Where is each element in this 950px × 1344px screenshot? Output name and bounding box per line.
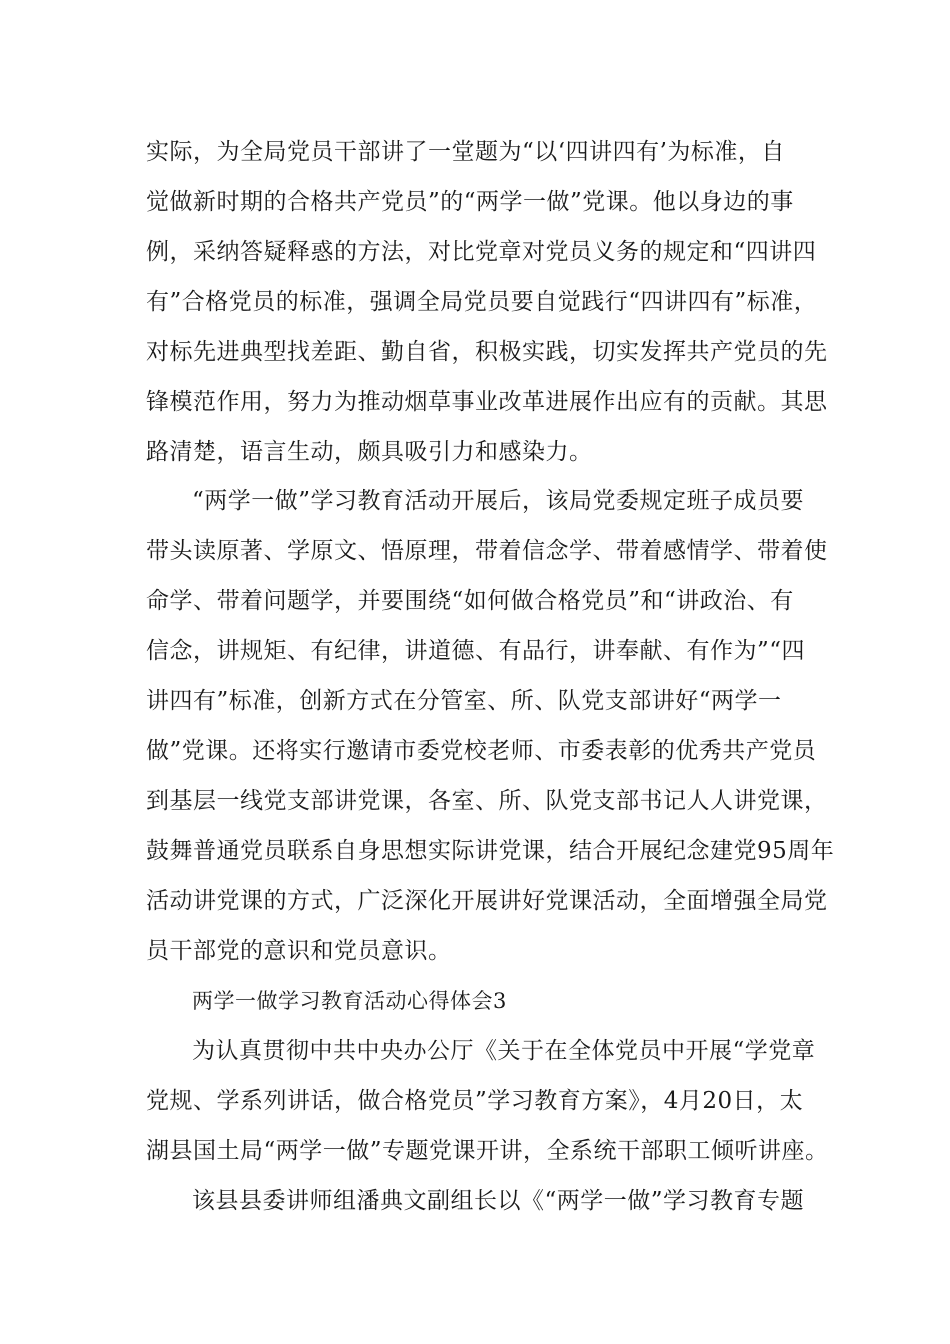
text-line: 做”党课。还将实行邀请市委党校老师、市委表彰的优秀共产党员 xyxy=(146,738,817,764)
text-line: 信念，讲规矩、有纪律，讲道德、有品行，讲奉献、有作为”“四 xyxy=(146,638,806,664)
text-line: 活动讲党课的方式，广泛深化开展讲好党课活动，全面增强全局党 xyxy=(146,888,828,914)
text-line: 实际，为全局党员干部讲了一堂题为“以‘四讲四有’为标准，自 xyxy=(146,139,785,165)
paragraph-start-line: “两学一做”学习教育活动开展后，该局党委规定班子成员要 xyxy=(192,488,805,514)
text-line: 鼓舞普通党员联系自身思想实际讲党课，结合开展纪念建党95周年 xyxy=(146,838,835,864)
text-line: 觉做新时期的合格共产党员”的“两学一做”党课。他以身边的事 xyxy=(146,189,794,215)
text-line: 党规、学系列讲话，做合格党员”学习教育方案》，4月20日，太 xyxy=(146,1088,804,1114)
text-line: 湖县国土局“两学一做”专题党课开讲，全系统干部职工倾听讲座。 xyxy=(146,1138,829,1164)
text-line: 到基层一线党支部讲党课，各室、所、队党支部书记人人讲党课， xyxy=(146,788,828,814)
text-line: 例，采纳答疑释惑的方法，对比党章对党员义务的规定和“四讲四 xyxy=(146,239,817,265)
text-line: 讲四有”标准，创新方式在分管室、所、队党支部讲好“两学一 xyxy=(146,688,782,714)
text-line: 带头读原著、学原文、悟原理，带着信念学、带着感情学、带着使 xyxy=(146,538,828,564)
paragraph-start-line: 该县县委讲师组潘典文副组长以《“两学一做”学习教育专题 xyxy=(192,1188,805,1214)
text-line: 锋模范作用，努力为推动烟草事业改革进展作出应有的贡献。其思 xyxy=(146,389,828,415)
text-line: 路清楚，语言生动，颇具吸引力和感染力。 xyxy=(146,439,593,465)
paragraph-start-line: 为认真贯彻中共中央办公厅《关于在全体党员中开展“学党章 xyxy=(192,1038,816,1064)
text-line: 对标先进典型找差距、勤自省，积极实践，切实发挥共产党员的先 xyxy=(146,339,828,365)
text-line: 命学、带着问题学，并要围绕“如何做合格党员”和“讲政治、有 xyxy=(146,588,794,614)
text-line: 员干部党的意识和党员意识。 xyxy=(146,938,452,964)
text-line: 有”合格党员的标准，强调全局党员要自觉践行“四讲四有”标准， xyxy=(146,289,818,315)
section-heading: 两学一做学习教育活动心得体会3 xyxy=(192,989,507,1013)
